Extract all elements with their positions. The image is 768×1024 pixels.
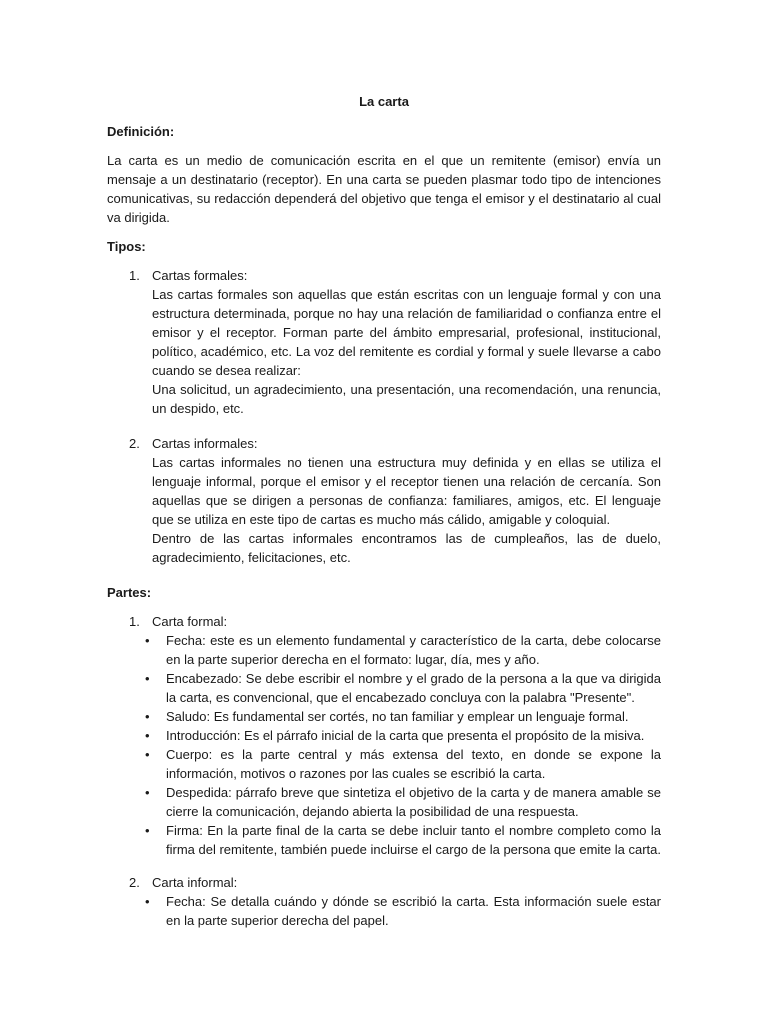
bullet-dot-icon: • <box>145 747 150 762</box>
list-item-text: Una solicitud, un agradecimiento, una presentación, una recomendación, una renuncia, un despido, etc. <box>152 382 661 416</box>
definition-paragraph: La carta es un medio de comunicación escrita en el que un remitente (emisor) envía un mensaje a un destinatario (receptor). En una carta se pueden plasmar todo tipo de intenciones comunicativas, su redacción dependerá del objetivo que tenga el emisor y el destinatario al cual va dirigida. <box>107 153 661 225</box>
bullet-text: Fecha: este es un elemento fundamental y característico de la carta, debe colocarse en la parte superior derecha en el formato: lugar, día, mes y año. <box>166 633 661 667</box>
bullet-dot-icon: • <box>145 785 150 800</box>
bullet-text: Despedida: párrafo breve que sintetiza el objetivo de la carta y de manera amable se cierre la comunicación, dejando abierta la posibilidad de una respuesta. <box>166 785 661 819</box>
list-item <box>107 434 661 567</box>
list-item <box>107 266 661 418</box>
types-heading: Tipos: <box>107 239 146 254</box>
list-number: 1. <box>129 614 140 629</box>
list-number: 2. <box>129 436 140 451</box>
bullet-dot-icon: • <box>145 671 150 686</box>
bullet-item <box>107 783 661 821</box>
bullet-item <box>107 707 661 726</box>
bullet-text: Cuerpo: es la parte central y más extensa del texto, en donde se expone la información, motivos o razones por las cuales se escribió la carta. <box>166 747 661 781</box>
bullet-text: Encabezado: Se debe escribir el nombre y el grado de la persona a la que va dirigida la carta, es convencional, que el encabezado concluya con la palabra "Presente". <box>166 671 661 705</box>
document-title: La carta <box>359 94 409 109</box>
bullet-item <box>107 669 661 707</box>
bullet-text: Introducción: Es el párrafo inicial de la carta que presenta el propósito de la misiva. <box>166 728 645 743</box>
list-number: 2. <box>129 875 140 890</box>
list-item <box>107 873 661 930</box>
list-item-text: Dentro de las cartas informales encontramos las de cumpleaños, las de duelo, agradecimiento, felicitaciones, etc. <box>152 531 661 565</box>
bullet-item <box>107 726 661 745</box>
list-number: 1. <box>129 268 140 283</box>
list-item-label: Carta informal: <box>152 875 238 890</box>
bullet-text: Saludo: Es fundamental ser cortés, no tan familiar y emplear un lenguaje formal. <box>166 709 629 724</box>
definition-heading: Definición: <box>107 124 175 139</box>
bullet-dot-icon: • <box>145 894 150 909</box>
list-item <box>107 612 661 859</box>
bullet-dot-icon: • <box>145 728 150 743</box>
bullet-item <box>107 821 661 859</box>
bullet-item <box>107 631 661 669</box>
list-item-text: Las cartas formales son aquellas que están escritas con un lenguaje formal y con una estructura determinada, porque no hay una relación de familiaridad o confianza entre el emisor y el receptor. Forman parte del ámbito empresarial, profesional, institucional, político, académico, etc. La voz del remitente es cordial y formal y suele llevarse a cabo cuando se desea realizar: <box>152 287 661 378</box>
parts-heading: Partes: <box>107 585 152 600</box>
list-item-text: Las cartas informales no tienen una estructura muy definida y en ellas se utiliza el lenguaje informal, porque el emisor y el receptor tienen una relación de cercanía. Son aquellas que se dirigen a personas de confianza: familiares, amigos, etc. El lenguaje que se utiliza en este tipo de cartas es mucho más cálido, amigable y coloquial. <box>152 455 661 527</box>
bullet-list <box>107 892 661 930</box>
bullet-list <box>107 631 661 859</box>
parts-list <box>107 612 661 930</box>
list-item-label: Cartas informales: <box>152 436 258 451</box>
bullet-text: Firma: En la parte final de la carta se debe incluir tanto el nombre completo como la firma del remitente, también puede incluirse el cargo de la persona que emite la carta. <box>166 823 661 857</box>
list-item-label: Cartas formales: <box>152 268 248 283</box>
bullet-dot-icon: • <box>145 633 150 648</box>
bullet-text: Fecha: Se detalla cuándo y dónde se escribió la carta. Esta información suele estar en la parte superior derecha del papel. <box>166 894 661 928</box>
bullet-dot-icon: • <box>145 823 150 838</box>
list-item-label: Carta formal: <box>152 614 228 629</box>
bullet-dot-icon: • <box>145 709 150 724</box>
types-list <box>107 266 661 567</box>
bullet-item <box>107 892 661 930</box>
bullet-item <box>107 745 661 783</box>
